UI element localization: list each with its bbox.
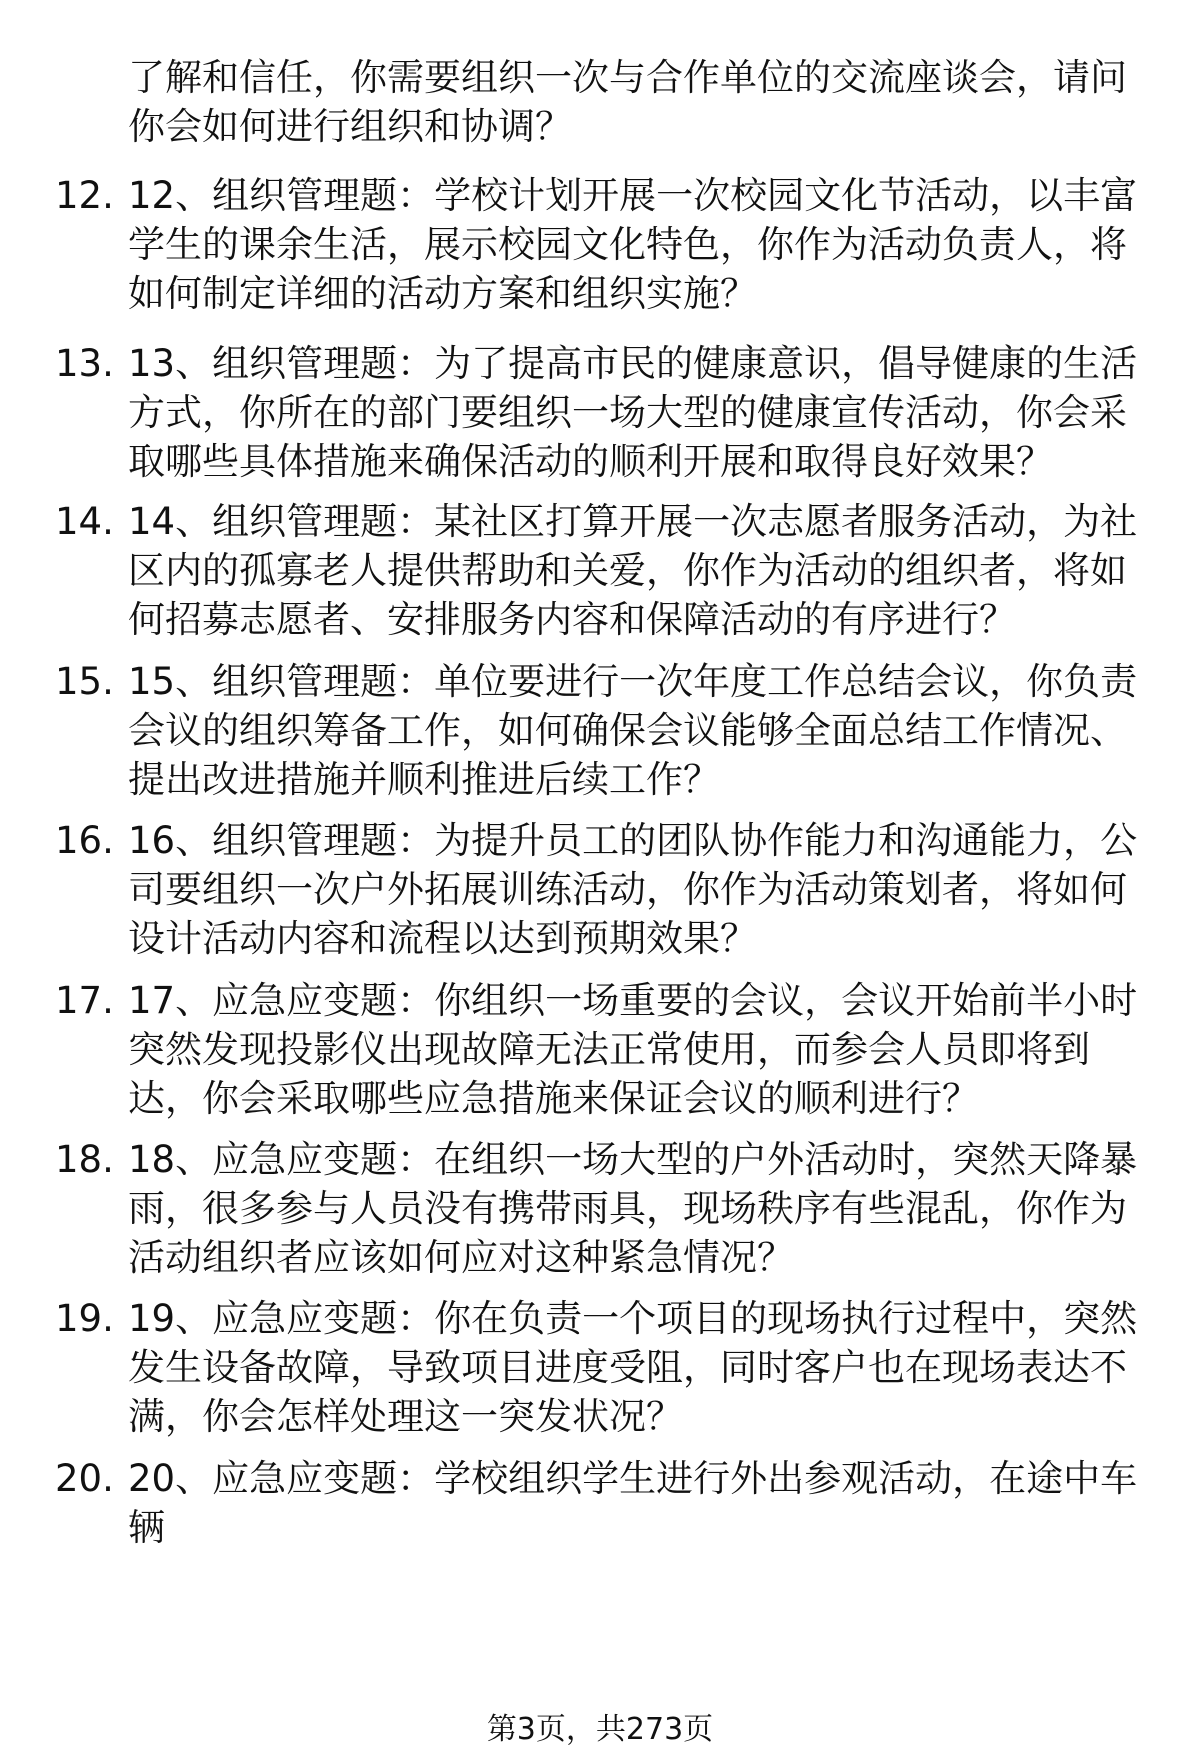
item-text: 20、应急应变题：学校组织学生进行外出参观活动，在途中车辆 [128, 1457, 1138, 1549]
item-number: 14. [55, 500, 114, 543]
item-text: 17、应急应变题：你组织一场重要的会议，会议开始前半小时突然发现投影仪出现故障无法正常使用，而参会人员即将到达，你会采取哪些应急措施来保证会议的顺利进行？ [128, 979, 1138, 1120]
item-text: 了解和信任，你需要组织一次与合作单位的交流座谈会，请问你会如何进行组织和协调？ [128, 56, 1127, 148]
item-number: 12. [55, 174, 114, 217]
item-text: 18、应急应变题：在组织一场大型的户外活动时，突然天降暴雨，很多参与人员没有携带雨具，现场秩序有些混乱，你作为活动组织者应该如何应对这种紧急情况？ [128, 1138, 1138, 1279]
item-text: 13、组织管理题：为了提高市民的健康意识，倡导健康的生活方式，你所在的部门要组织一场大型的健康宣传活动，你会采取哪些具体措施来确保活动的顺利开展和取得良好效果？ [128, 342, 1138, 483]
item-number: 13. [55, 342, 114, 385]
item-number: 16. [55, 819, 114, 862]
item-text: 15、组织管理题：单位要进行一次年度工作总结会议，你负责会议的组织筹备工作，如何确保会议能够全面总结工作情况、提出改进措施并顺利推进后续工作？ [128, 660, 1138, 801]
item-number: 15. [55, 660, 114, 703]
item-number: 19. [55, 1297, 114, 1340]
item-text: 14、组织管理题：某社区打算开展一次志愿者服务活动，为社区内的孤寡老人提供帮助和关爱，你作为活动的组织者，将如何招募志愿者、安排服务内容和保障活动的有序进行？ [128, 500, 1138, 641]
item-number: 17. [55, 979, 114, 1022]
item-number: 20. [55, 1457, 114, 1500]
item-text: 12、组织管理题：学校计划开展一次校园文化节活动，以丰富学生的课余生活，展示校园文化特色，你作为活动负责人，将如何制定详细的活动方案和组织实施？ [128, 174, 1138, 315]
item-text: 16、组织管理题：为提升员工的团队协作能力和沟通能力，公司要组织一次户外拓展训练活动，你作为活动策划者，将如何设计活动内容和流程以达到预期效果？ [128, 819, 1138, 960]
page-footer: 第3页，共273页 [486, 1712, 714, 1747]
item-text: 19、应急应变题：你在负责一个项目的现场执行过程中，突然发生设备故障，导致项目进度受阻，同时客户也在现场表达不满，你会怎样处理这一突发状况？ [128, 1297, 1138, 1438]
item-number: 18. [55, 1138, 114, 1181]
